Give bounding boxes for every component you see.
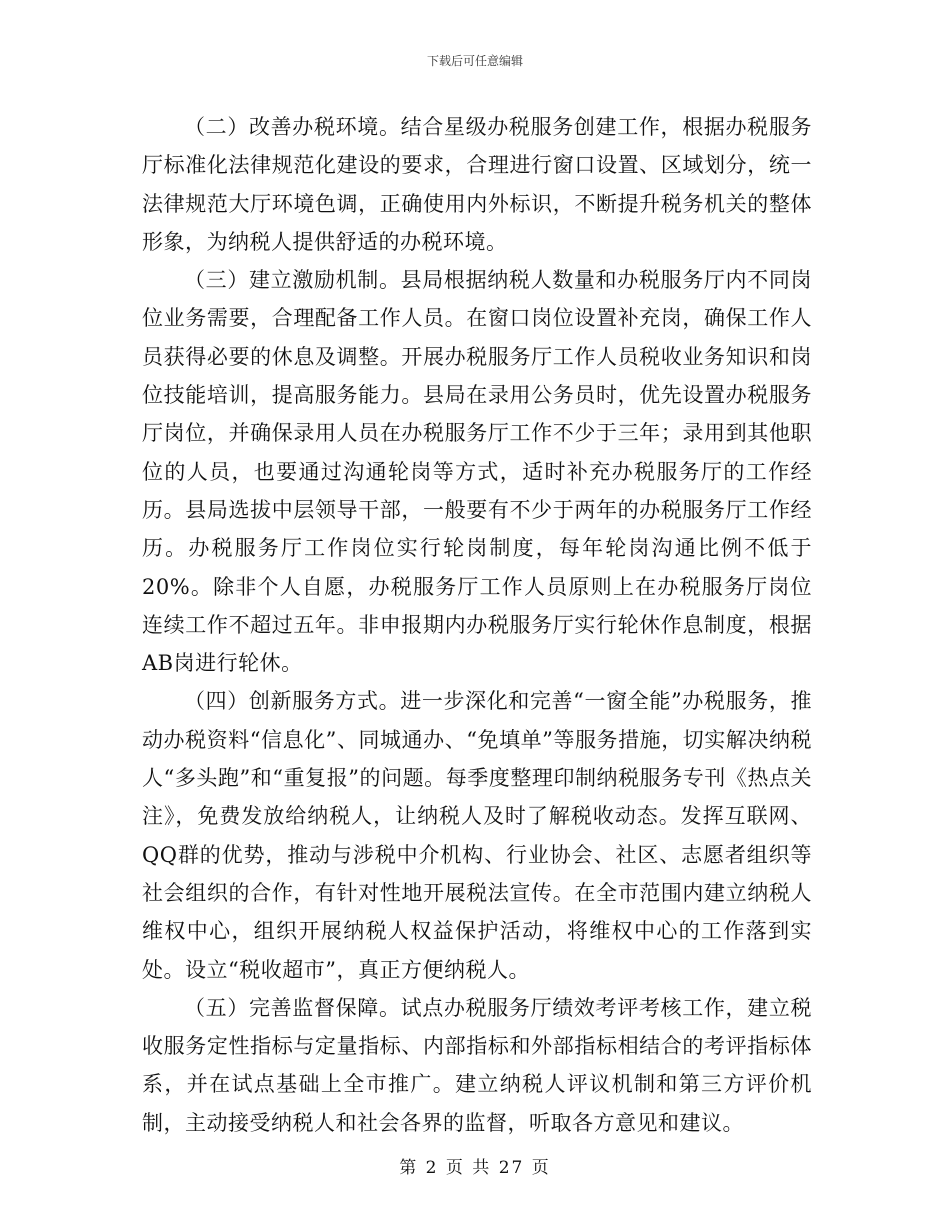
page-number-footer: 第 2 页 共 27 页 xyxy=(399,1158,551,1178)
paragraph-improve-environment: （二）改善办税环境。结合星级办税服务创建工作，根据办税服务厅标准化法律规范化建设的要求，合理进行窗口设置、区域划分，统一法律规范大厅环境色调，正确使用内外标识，不断提升税务机关的整体形象，为纳税人提供舒适的办税环境。 xyxy=(142,115,812,254)
paragraph-supervision: （五）完善监督保障。试点办税服务厅绩效考评考核工作，建立税收服务定性指标与定量指标、内部指标和外部指标相结合的考评指标体系，并在试点基础上全市推广。建立纳税人评议机制和第三方评价机制，主动接受纳税人和社会各界的监督，听取各方意见和建议。 xyxy=(142,995,812,1135)
page-header: 下载后可任意编辑 xyxy=(426,54,523,68)
paragraph-innovate-service: （四）创新服务方式。进一步深化和完善“一窗全能”办税服务，推动办税资料“信息化”、同城通办、“免填单”等服务措施，切实解决纳税人“多头跑”和“重复报”的问题。每季度整理印制纳税服务专刊《热点关注》，免费发放给纳税人，让纳税人及时了解税收动态。发挥互联网、QQ群的优势，推动与涉税中介机构、行业协会、社区、志愿者组织等社会组织的合作，有针对性地开展税法宣传。在全市范围内建立纳税人维权中心，组织开展纳税人权益保护活动，将维权中心的工作落到实处。设立“税收超市”，真正方便纳税人。 xyxy=(142,689,812,982)
paragraph-incentive-mechanism: （三）建立激励机制。县局根据纳税人数量和办税服务厅内不同岗位业务需要，合理配备工作人员。在窗口岗位设置补充岗，确保工作人员获得必要的休息及调整。开展办税服务厅工作人员税收业务知识和岗位技能培训，提高服务能力。县局在录用公务员时，优先设置办税服务厅岗位，并确保录用人员在办税服务厅工作不少于三年；录用到其他职位的人员，也要通过沟通轮岗等方式，适时补充办税服务厅的工作经历。县局选拔中层领导干部，一般要有不少于两年的办税服务厅工作经历。办税服务厅工作岗位实行轮岗制度，每年轮岗沟通比例不低于20%。除非个人自愿，办税服务厅工作人员原则上在办税服务厅岗位连续工作不超过五年。非申报期内办税服务厅实行轮休作息制度，根据AB岗进行轮休。 xyxy=(142,268,812,676)
document-body xyxy=(142,108,812,1142)
